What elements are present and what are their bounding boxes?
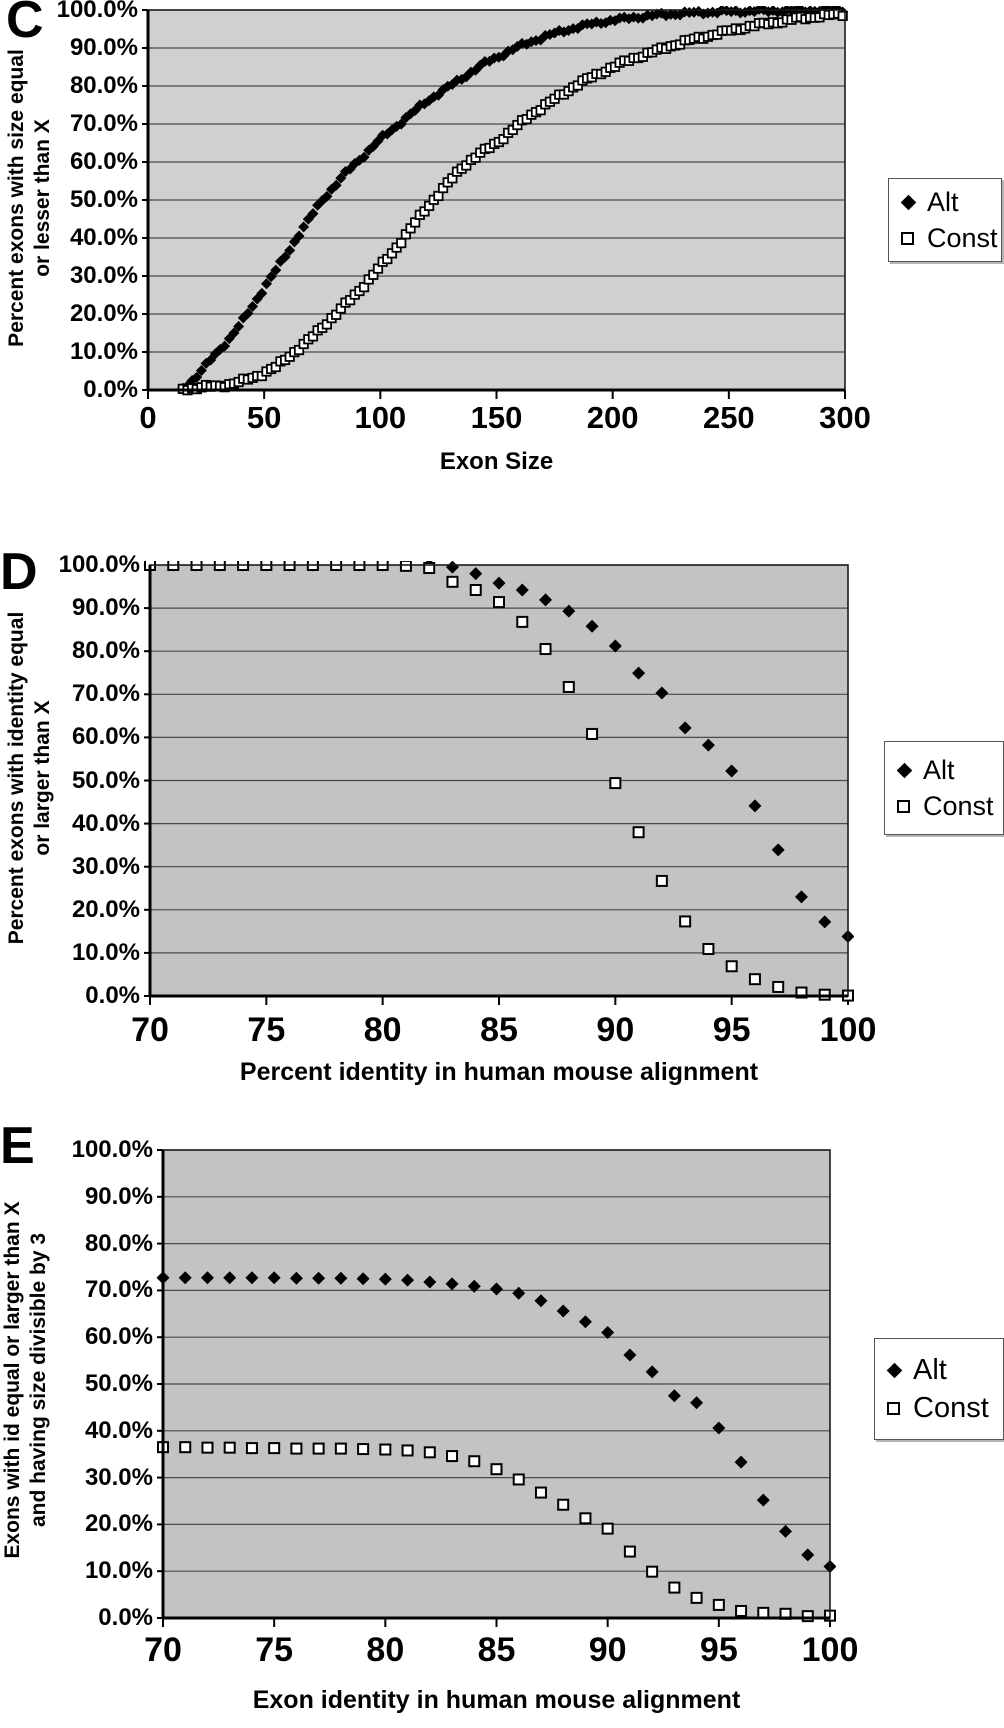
filled-diamond-icon <box>887 1362 903 1378</box>
y-tick-label: 0.0% <box>85 982 140 1009</box>
open-square-icon <box>901 232 914 245</box>
y-tick-label: 70.0% <box>69 110 138 137</box>
legend-item-const <box>897 790 994 821</box>
x-tick-label: 90 <box>588 1631 627 1669</box>
legend-item-const <box>901 222 998 253</box>
x-tick-label: 85 <box>477 1631 516 1669</box>
x-tick-label: 95 <box>699 1631 738 1669</box>
y-tick-label: 0.0% <box>98 1604 153 1631</box>
y-axis-title-e <box>0 1130 52 1630</box>
y-axis-title-e-line1: Exons with id equal or larger than X <box>1 1201 24 1559</box>
x-tick-label: 70 <box>131 1011 169 1049</box>
legend-label-alt: Alt <box>927 186 959 217</box>
x-tick-label: 100 <box>354 400 407 435</box>
filled-diamond-icon <box>897 762 913 778</box>
x-tick-label: 75 <box>255 1631 294 1669</box>
y-tick-label: 30.0% <box>71 852 140 880</box>
x-tick-label: 95 <box>712 1011 751 1049</box>
plot-area-d <box>142 561 854 1010</box>
y-tick-label: 30.0% <box>84 1463 153 1491</box>
legend-e <box>874 1338 1004 1440</box>
x-tick-label: 250 <box>702 400 755 435</box>
y-tick-label: 60.0% <box>69 148 138 175</box>
y-tick-label: 10.0% <box>84 1557 153 1585</box>
x-tick-label: 150 <box>470 400 523 435</box>
legend-label-const: Const <box>913 1391 989 1424</box>
y-tick-label: 80.0% <box>69 72 138 99</box>
x-axis-title-e: Exon identity in human mouse alignment <box>252 1686 741 1714</box>
y-tick-label: 80.0% <box>71 637 140 665</box>
y-axis-title-d <box>4 548 56 1008</box>
plot-area-e <box>155 1146 836 1632</box>
filled-diamond-icon <box>901 194 917 210</box>
y-axis-title-c-line1: Percent exons with size equal <box>5 49 28 347</box>
y-tick-label: 50.0% <box>84 1370 153 1397</box>
x-tick-label: 70 <box>144 1631 182 1669</box>
y-tick-label: 20.0% <box>84 1510 153 1538</box>
legend-label-const: Const <box>923 790 994 821</box>
x-tick-label: 0 <box>139 400 157 435</box>
legend-label-const: Const <box>927 222 998 253</box>
plot-area-c <box>140 6 851 404</box>
y-tick-label: 40.0% <box>71 809 140 837</box>
y-tick-label: 70.0% <box>71 680 140 708</box>
panel-label-c: C <box>6 0 44 49</box>
x-tick-label: 85 <box>480 1011 518 1049</box>
y-axis-title-c-line2: or lesser than X <box>31 119 54 277</box>
y-tick-label: 10.0% <box>71 938 140 966</box>
y-tick-label: 40.0% <box>84 1416 153 1444</box>
y-tick-label: 90.0% <box>84 1182 153 1210</box>
legend-item-const <box>887 1391 991 1424</box>
y-tick-label: 90.0% <box>69 34 138 61</box>
x-tick-label: 75 <box>247 1011 286 1049</box>
y-tick-label: 0.0% <box>83 376 138 403</box>
y-tick-label: 40.0% <box>69 224 138 251</box>
y-axis-title-c <box>4 0 56 408</box>
x-tick-label: 50 <box>246 400 282 435</box>
x-tick-label: 90 <box>596 1011 635 1049</box>
y-tick-label: 50.0% <box>69 186 138 213</box>
y-tick-label: 20.0% <box>69 300 138 327</box>
y-tick-label: 60.0% <box>84 1323 153 1351</box>
y-axis-title-d-line1: Percent exons with identity equal <box>5 611 28 945</box>
legend-item-alt <box>901 186 989 217</box>
y-tick-label: 50.0% <box>71 766 140 794</box>
y-tick-label: 80.0% <box>84 1229 153 1257</box>
legend-c <box>888 178 1002 262</box>
x-tick-label: 80 <box>363 1011 402 1049</box>
x-tick-label: 300 <box>819 400 871 435</box>
x-axis-title-d: Percent identity in human mouse alignment <box>239 1058 759 1086</box>
open-square-icon <box>887 1402 900 1415</box>
legend-d <box>884 741 1004 835</box>
y-tick-label: 20.0% <box>71 895 140 923</box>
y-tick-label: 70.0% <box>84 1276 153 1304</box>
legend-item-alt <box>897 754 991 785</box>
x-tick-label: 100 <box>819 1011 877 1049</box>
legend-label-alt: Alt <box>923 754 955 785</box>
y-tick-label: 100.0% <box>58 551 140 578</box>
x-tick-label: 100 <box>801 1631 859 1669</box>
y-tick-label: 10.0% <box>69 338 138 365</box>
open-square-icon <box>897 800 910 813</box>
legend-item-alt <box>887 1353 991 1386</box>
y-axis-title-d-line2: or larger than X <box>31 700 54 856</box>
x-axis-title-c: Exon Size <box>439 448 554 475</box>
y-tick-label: 30.0% <box>69 262 138 289</box>
y-tick-label: 60.0% <box>71 723 140 751</box>
legend-label-alt: Alt <box>913 1353 947 1386</box>
y-tick-label: 100.0% <box>56 0 138 23</box>
y-tick-label: 100.0% <box>71 1136 153 1163</box>
y-axis-title-e-line2: and having size divisible by 3 <box>27 1232 50 1528</box>
panel-label-e: E <box>0 1117 35 1175</box>
y-tick-label: 90.0% <box>71 594 140 622</box>
x-tick-label: 200 <box>586 400 639 435</box>
panel-label-d: D <box>0 543 38 601</box>
x-tick-label: 80 <box>366 1631 405 1669</box>
